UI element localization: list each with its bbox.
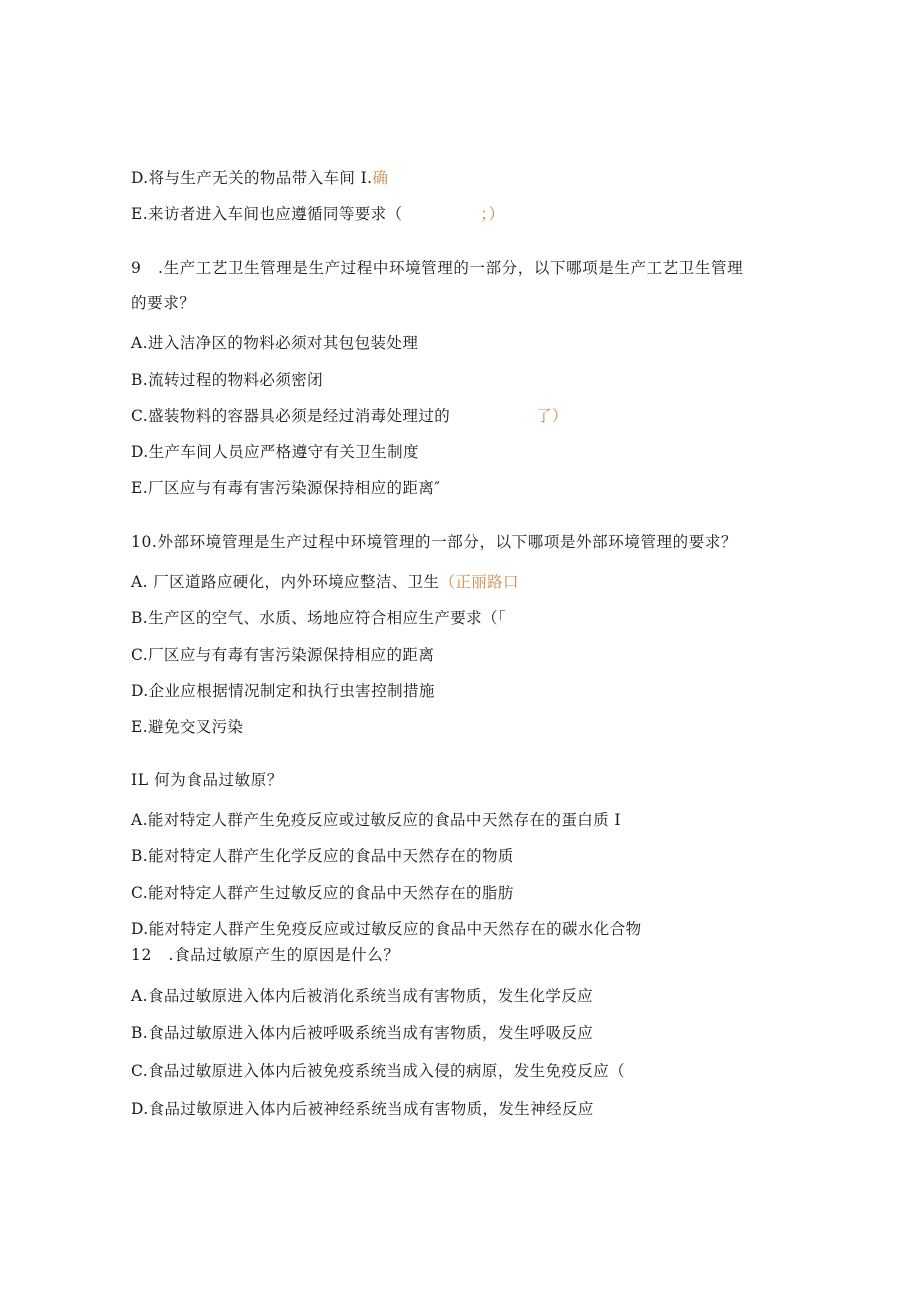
option-8e: E.来访者进入车间也应遵循同等要求（ ；） (131, 205, 505, 223)
question-9-cont: 的要求？ (131, 294, 196, 312)
option-12a: A.食品过敏原进入体内后被消化系统当成有害物质，发生化学反应 (131, 987, 594, 1005)
option-10e: E.避免交叉污染 (131, 718, 244, 736)
option-12c: C.食品过敏原进入体内后被免疫系统当成入侵的病原，发生免疫反应（ (131, 1062, 626, 1080)
annotation: ；） (480, 205, 505, 223)
annotation: （正丽路口 (439, 573, 519, 591)
option-10d: D.企业应根据情况制定和执行虫害控制措施 (131, 682, 435, 700)
option-11c: C.能对特定人群产生过敏反应的食品中天然存在的脂肪 (131, 884, 514, 902)
option-11b: B.能对特定人群产生化学反应的食品中天然存在的物质 (131, 847, 514, 865)
question-11: IL 何为食品过敏原？ (131, 771, 283, 789)
question-9: 9 .生产工艺卫生管理是生产过程中环境管理的一部分，以下哪项是生产工艺卫生管理 (131, 259, 744, 277)
question-12: 12 .食品过敏原产生的原因是什么？ (131, 946, 400, 964)
annotation: 了） (536, 407, 568, 425)
question-10: 10.外部环境管理是生产过程中环境管理的一部分，以下哪项是外部环境管理的要求？ (131, 533, 738, 551)
annotation: 确 (372, 169, 389, 187)
option-10b: B.生产区的空气、水质、场地应符合相应生产要求（「 (131, 609, 507, 627)
option-12b: B.食品过敏原进入体内后被呼吸系统当成有害物质，发生呼吸反应 (131, 1024, 594, 1042)
option-8d: D.将与生产无关的物品带入车间 I.确 (131, 169, 389, 187)
option-9b: B.流转过程的物料必须密闭 (131, 371, 324, 389)
option-10c: C.厂区应与有毒有害污染源保持相应的距离 (131, 646, 435, 664)
option-11d: D.能对特定人群产生免疫反应或过敏反应的食品中天然存在的碳水化合物 (131, 920, 642, 938)
option-9c: C.盛装物料的容器具必须是经过消毒处理过的 了） (131, 407, 568, 425)
option-11a: A.能对特定人群产生免疫反应或过敏反应的食品中天然存在的蛋白质 I (131, 811, 621, 829)
option-10a: A. 厂区道路应硬化，内外环境应整洁、卫生（正丽路口 (131, 573, 519, 591)
option-9e: E.厂区应与有毒有害污染源保持相应的距离″ (131, 479, 441, 497)
option-9a: A.进入洁净区的物料必须对其包包装处理 (131, 334, 419, 352)
option-9d: D.生产车间人员应严格遵守有关卫生制度 (131, 443, 419, 461)
option-12d: D.食品过敏原进入体内后被神经系统当成有害物质，发生神经反应 (131, 1100, 594, 1118)
